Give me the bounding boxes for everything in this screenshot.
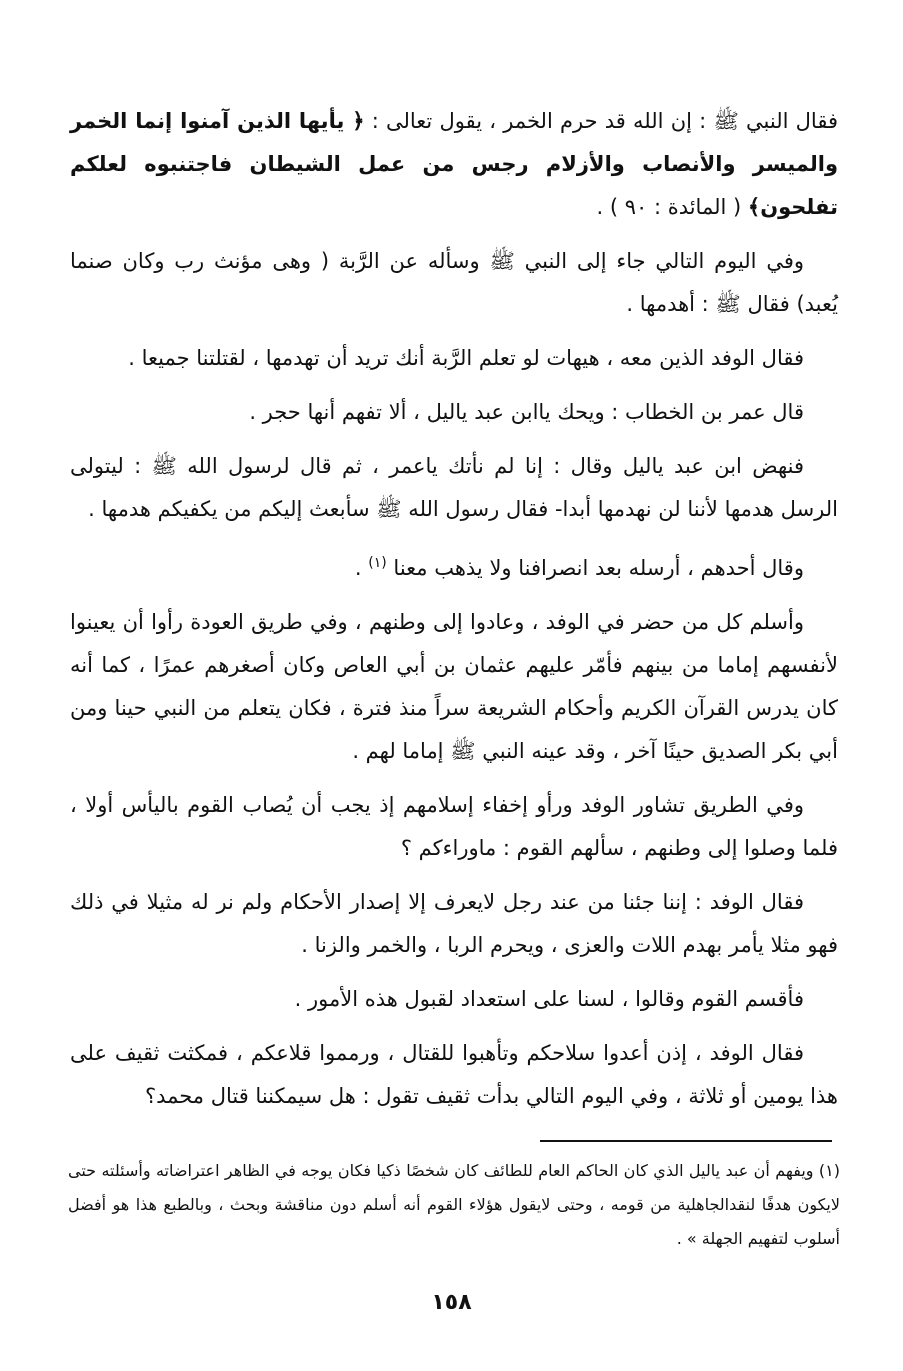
paragraph-text-end: . (354, 556, 369, 580)
paragraph-5: فنهض ابن عبد ياليل وقال : إنا لم نأتك ياعمر ، ثم قال لرسول الله ﷺ : ليتولى الرسل هدمها لأننا لن نهدمها أبدا- فقال رسول الله ﷺ سأبعث إليكم من يكفيكم هدمها . (70, 454, 838, 521)
paragraph-11: فقال الوفد ، إذن أعدوا سلاحكم وتأهبوا للقتال ، ورمموا قلاعكم ، فمكثت ثقيف على هذا يومين أو ثلاثة ، وفي اليوم التالي بدأت ثقيف تقول : هل سيمكننا قتال محمد؟ (70, 1041, 838, 1108)
quran-verse: ﴿ يأيها الذين آمنوا إنما الخمر والميسر والأنصاب والأزلام رجس من عمل الشيطان فاجتنبوه لعلكم تفلحون﴾ (70, 109, 838, 219)
paragraph-10: فأقسم القوم وقالوا ، لسنا على استعداد لقبول هذه الأمور . (294, 987, 804, 1011)
paragraph-7: وأسلم كل من حضر في الوفد ، وعادوا إلى وطنهم ، وفي طريق العودة رأوا أن يعينوا لأنفسهم إماما من بينهم فأمّر عليهم عثمان بن أبي العاص وكان أصغرهم عمرًا ، كما أنه كان يدرس القرآن الكريم وأحكام الشريعة سراً منذ فترة ، فكان يتعلم من النبي حينا ومن أبي بكر الصديق حينًا آخر ، وقد عينه النبي ﷺ إماما لهم . (70, 610, 838, 763)
paragraph-6 (70, 542, 838, 590)
paragraph-text: فقال النبي ﷺ : إن الله قد حرم الخمر ، يقول تعالى : (364, 109, 838, 133)
footnote-divider (540, 1140, 832, 1142)
paragraph-2: وفي اليوم التالي جاء إلى النبي ﷺ وسأله عن الرَّبة ( وهى مؤنث رب وكان صنما يُعبد) فقال ﷺ : أهدمها . (70, 249, 838, 316)
footnotes (68, 1154, 840, 1256)
paragraph-8: وفي الطريق تشاور الوفد ورأو إخفاء إسلامهم إذ يجب أن يُصاب القوم باليأس أولا ، فلما وصلوا إلى وطنهم ، سألهم القوم : ماوراءكم ؟ (70, 793, 838, 860)
page-number: ١٥٨ (431, 1290, 472, 1315)
footnote-reference: (١) (368, 555, 387, 571)
paragraph-9: فقال الوفد : إننا جئنا من عند رجل لايعرف إلا إصدار الأحكام ولم نر له مثيلا في ذلك فهو مثلا يأمر بهدم اللات والعزى ، ويحرم الربا ، والخمر والزنا . (70, 890, 838, 957)
paragraph-text: وقال أحدهم ، أرسله بعد انصرافنا ولا يذهب معنا (393, 556, 804, 580)
footnote-1: (١) ويفهم أن عبد ياليل الذي كان الحاكم العام للطائف كان شخصًا ذكيا فكان يوجه في الظاهر اعتراضاته وأسئلته حتى لايكون هدفًا لنقدالجاهلية من قومه ، وحتى لايقول هؤلاء القوم أنه أسلم دون مناقشة وبحث ، وبالطبع هذا هو أفضل أسلوب لتفهيم الجهلة » . (68, 1161, 840, 1248)
verse-reference: ( المائدة : ٩٠ ) . (596, 195, 748, 219)
paragraph-4: قال عمر بن الخطاب : ويحك ياابن عبد ياليل ، ألا تفهم أنها حجر . (249, 400, 804, 424)
main-text (70, 100, 838, 1129)
paragraph-1 (70, 100, 838, 229)
paragraph-3: فقال الوفد الذين معه ، هيهات لو تعلم الرَّبة أنك تريد أن تهدمها ، لقتلتنا جميعا . (128, 346, 804, 370)
